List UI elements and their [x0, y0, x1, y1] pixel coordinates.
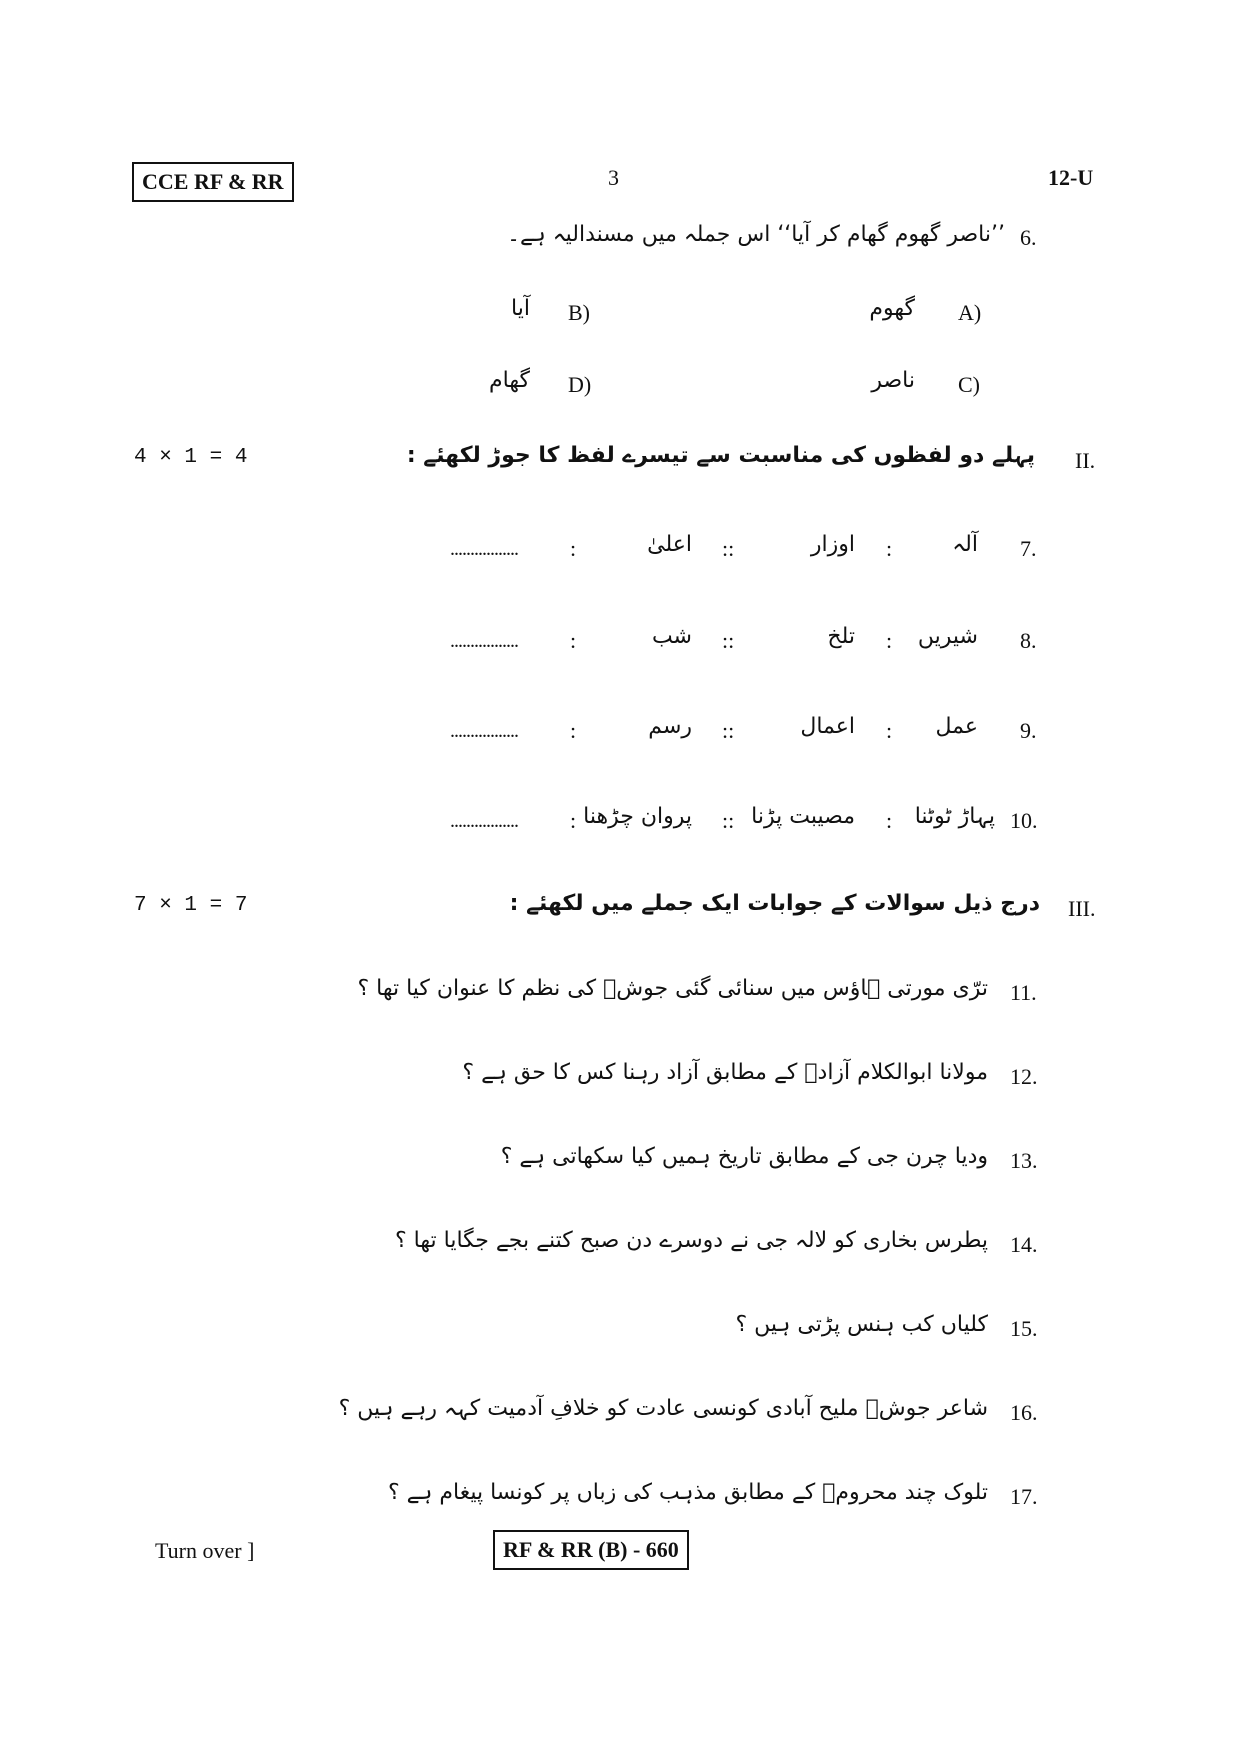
analogy-word: اوزار — [810, 532, 855, 557]
option-letter: A) — [958, 300, 982, 325]
analogy-double-separator: :: — [722, 536, 735, 561]
analogy-word: آلہ — [952, 532, 978, 557]
analogy-double-separator: :: — [722, 808, 735, 833]
section-heading: پہلے دو لفظوں کی مناسبت سے تیسرے لفظ کا جوڑ لکھئے : — [406, 443, 1035, 468]
analogy-word: پروان چڑھنا — [583, 804, 692, 829]
section-marks: 4 × 1 = 4 — [134, 446, 248, 469]
analogy-word: مصیبت پڑنا — [751, 804, 855, 829]
analogy-separator: : — [886, 718, 893, 743]
analogy-word: شیریں — [917, 624, 978, 649]
answer-blank: ................. — [450, 538, 518, 560]
page-number: 3 — [608, 165, 619, 190]
section-roman-numeral: II. — [1075, 448, 1096, 473]
turn-over-note: Turn over ] — [155, 1538, 255, 1563]
question-number: 15. — [1010, 1316, 1038, 1341]
question-text: ودیا چرن جی کے مطابق تاریخ ہمیں کیا سکھاتی ہے ؟ — [500, 1144, 988, 1169]
analogy-word: تلخ — [827, 624, 855, 649]
question-text: ترّی مورتی ہاؤس میں سنائی گئی جوشؔ کی نظم کا عنوان کیا تھا ؟ — [357, 976, 988, 1001]
question-number: 14. — [1010, 1232, 1038, 1257]
question-number: 6. — [1020, 225, 1037, 250]
analogy-word: رسم — [648, 714, 692, 739]
section-marks: 7 × 1 = 7 — [134, 894, 248, 917]
question-text: ’’ناصر گھوم گھام کر آیا‘‘ اس جملہ میں مسندالیہ ہے۔ — [507, 222, 1005, 247]
question-number: 12. — [1010, 1064, 1038, 1089]
question-number: 13. — [1010, 1148, 1038, 1173]
option-letter: D) — [568, 372, 592, 397]
question-number: 16. — [1010, 1400, 1038, 1425]
footer-code-box: RF & RR (B) - 660 — [493, 1530, 689, 1570]
section-roman-numeral: III. — [1068, 896, 1096, 921]
option-text: گھام — [489, 368, 530, 393]
question-number: 17. — [1010, 1484, 1038, 1509]
analogy-separator: : — [570, 536, 577, 561]
option-text: گھوم — [869, 296, 915, 321]
analogy-separator: : — [886, 808, 893, 833]
question-number: 11. — [1010, 980, 1037, 1005]
analogy-separator: : — [570, 718, 577, 743]
header-code-box: CCE RF & RR — [132, 162, 294, 202]
analogy-word: پہاڑ ٹوٹنا — [914, 804, 995, 829]
analogy-separator: : — [570, 628, 577, 653]
analogy-word: اعلیٰ — [647, 532, 692, 557]
question-number: 10. — [1010, 808, 1038, 833]
option-text: آیا — [511, 296, 530, 321]
option-text: ناصر — [871, 368, 915, 393]
question-text: مولانا ابوالکلام آزادؔ کے مطابق آزاد رہنا کس کا حق ہے ؟ — [462, 1060, 988, 1085]
paper-code: 12-U — [1048, 165, 1094, 190]
question-text: پطرس بخاری کو لالہ جی نے دوسرے دن صبح کتنے بجے جگایا تھا ؟ — [394, 1228, 988, 1253]
question-number: 9. — [1020, 718, 1037, 743]
answer-blank: ................. — [450, 810, 518, 832]
analogy-separator: : — [570, 808, 577, 833]
question-text: شاعر جوشؔ ملیح آبادی کونسی عادت کو خلافِ آدمیت کہہ رہے ہیں ؟ — [338, 1396, 988, 1421]
option-letter: B) — [568, 300, 590, 325]
question-text: تلوک چند محرومؔ کے مطابق مذہب کی زباں پر کونسا پیغام ہے ؟ — [387, 1480, 988, 1505]
analogy-word: عمل — [935, 714, 978, 739]
analogy-double-separator: :: — [722, 628, 735, 653]
question-number: 7. — [1020, 536, 1037, 561]
option-letter: C) — [958, 372, 980, 397]
question-text: کلیاں کب ہنس پڑتی ہیں ؟ — [735, 1312, 988, 1337]
analogy-word: اعمال — [800, 714, 855, 739]
question-number: 8. — [1020, 628, 1037, 653]
analogy-double-separator: :: — [722, 718, 735, 743]
analogy-separator: : — [886, 536, 893, 561]
analogy-word: شب — [651, 624, 692, 649]
section-heading: درج ذیل سوالات کے جوابات ایک جملے میں لکھئے : — [509, 891, 1040, 916]
analogy-separator: : — [886, 628, 893, 653]
answer-blank: ................. — [450, 630, 518, 652]
answer-blank: ................. — [450, 720, 518, 742]
